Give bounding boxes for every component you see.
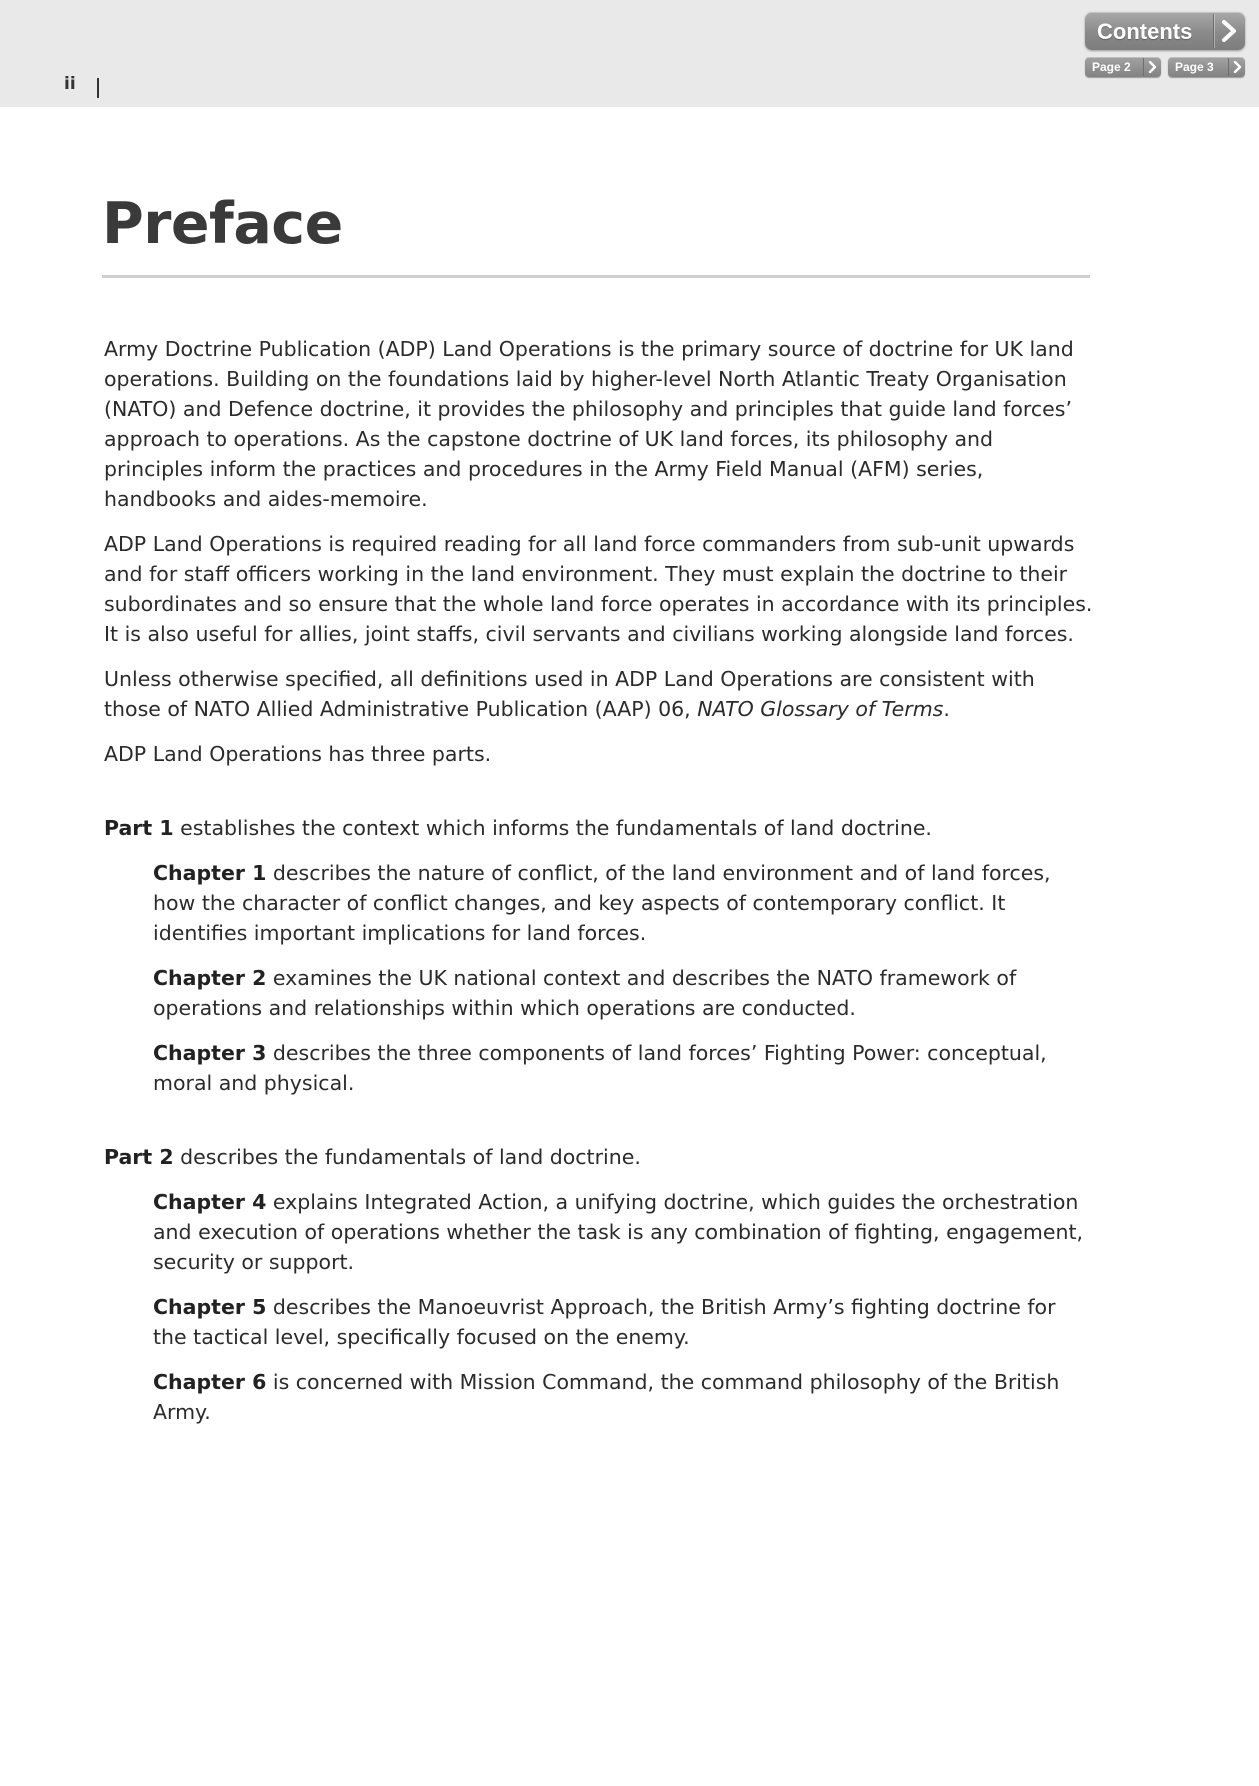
part-label: Part 1 [104,816,174,840]
chevron-right-icon [1147,61,1158,73]
button-divider [1213,14,1214,48]
page-3-button[interactable] [1168,57,1245,77]
chapter-text: explains Integrated Action, a unifying doctrine, which guides the orchestration and execution of operations whether the task is any combination of fighting, engagement, security or support. [153,1190,1084,1274]
chapter-6-summary [153,1367,1094,1427]
page-header [0,0,1259,107]
chapter-text: describes the three components of land forces’ Fighting Power: conceptual, moral and physical. [153,1041,1047,1095]
preface-body [104,334,1094,1442]
intro-paragraph: Army Doctrine Publication (ADP) Land Operations is the primary source of doctrine for UK land operations. Building on the foundations laid by higher-level North Atlantic Treaty Organisation (NATO) and Defence doctrine, it provides the philosophy and principles that guide land forces’ approach to operations. As the capstone doctrine of UK land forces, its philosophy and principles inform the practices and procedures in the Army Field Manual (AFM) series, handbooks and aides-memoire. [104,337,1074,511]
chapter-2-summary [153,963,1094,1023]
chapter-text: describes the nature of conflict, of the land environment and of land forces, how the character of conflict changes, and key aspects of contemporary conflict. It identifies important implications for land forces. [153,861,1051,945]
page-3-button-label: Page 3 [1175,60,1214,74]
contents-button-label: Contents [1097,19,1193,44]
chapter-4-summary [153,1187,1094,1277]
page-number-separator [97,78,99,98]
page-2-button[interactable] [1085,57,1161,77]
chapter-label: Chapter 2 [153,966,267,990]
chapter-label: Chapter 4 [153,1190,267,1214]
chapter-label: Chapter 6 [153,1370,267,1394]
contents-button[interactable] [1085,12,1245,50]
part-label: Part 2 [104,1145,174,1169]
chapter-label: Chapter 1 [153,861,267,885]
chapter-text: examines the UK national context and describes the NATO framework of operations and relationships within which operations are conducted. [153,966,1017,1020]
page-2-button-label: Page 2 [1092,60,1131,74]
chapter-text: is concerned with Mission Command, the command philosophy of the British Army. [153,1370,1060,1424]
chapter-3-summary [153,1038,1094,1098]
chevron-right-icon [1232,61,1243,73]
chevron-right-icon [1218,20,1240,42]
definitions-text: Unless otherwise specified, all definitions used in ADP Land Operations are consistent with those of NATO Allied Administrative Publication (AAP) 06, [104,667,1035,721]
part-2-summary [104,1142,1094,1172]
chapter-text: describes the Manoeuvrist Approach, the British Army’s fighting doctrine for the tactical level, specifically focused on the enemy. [153,1295,1056,1349]
definitions-end: . [943,697,950,721]
page-title: Preface [102,191,343,257]
chapter-1-summary [153,858,1094,948]
page-number: ii [64,74,76,94]
part-1-summary [104,813,1094,843]
intro-paragraph: ADP Land Operations is required reading for all land force commanders from sub-unit upwards and for staff officers working in the land environment. They must explain the doctrine to their subordinates and so ensure that the whole land force operates in accordance with its principles. It is also useful for allies, joint staffs, civil servants and civilians working alongside land forces. [104,532,1093,646]
chapter-label: Chapter 5 [153,1295,267,1319]
definitions-paragraph [104,664,1094,724]
chapter-5-summary [153,1292,1094,1352]
title-underline [102,275,1090,278]
parts-intro: ADP Land Operations has three parts. [104,742,492,766]
chapter-label: Chapter 3 [153,1041,267,1065]
glossary-title: NATO Glossary of Terms [697,697,944,721]
part-text: establishes the context which informs the fundamentals of land doctrine. [173,816,932,840]
button-divider [1143,58,1144,76]
part-text: describes the fundamentals of land doctrine. [173,1145,641,1169]
button-divider [1228,58,1229,76]
